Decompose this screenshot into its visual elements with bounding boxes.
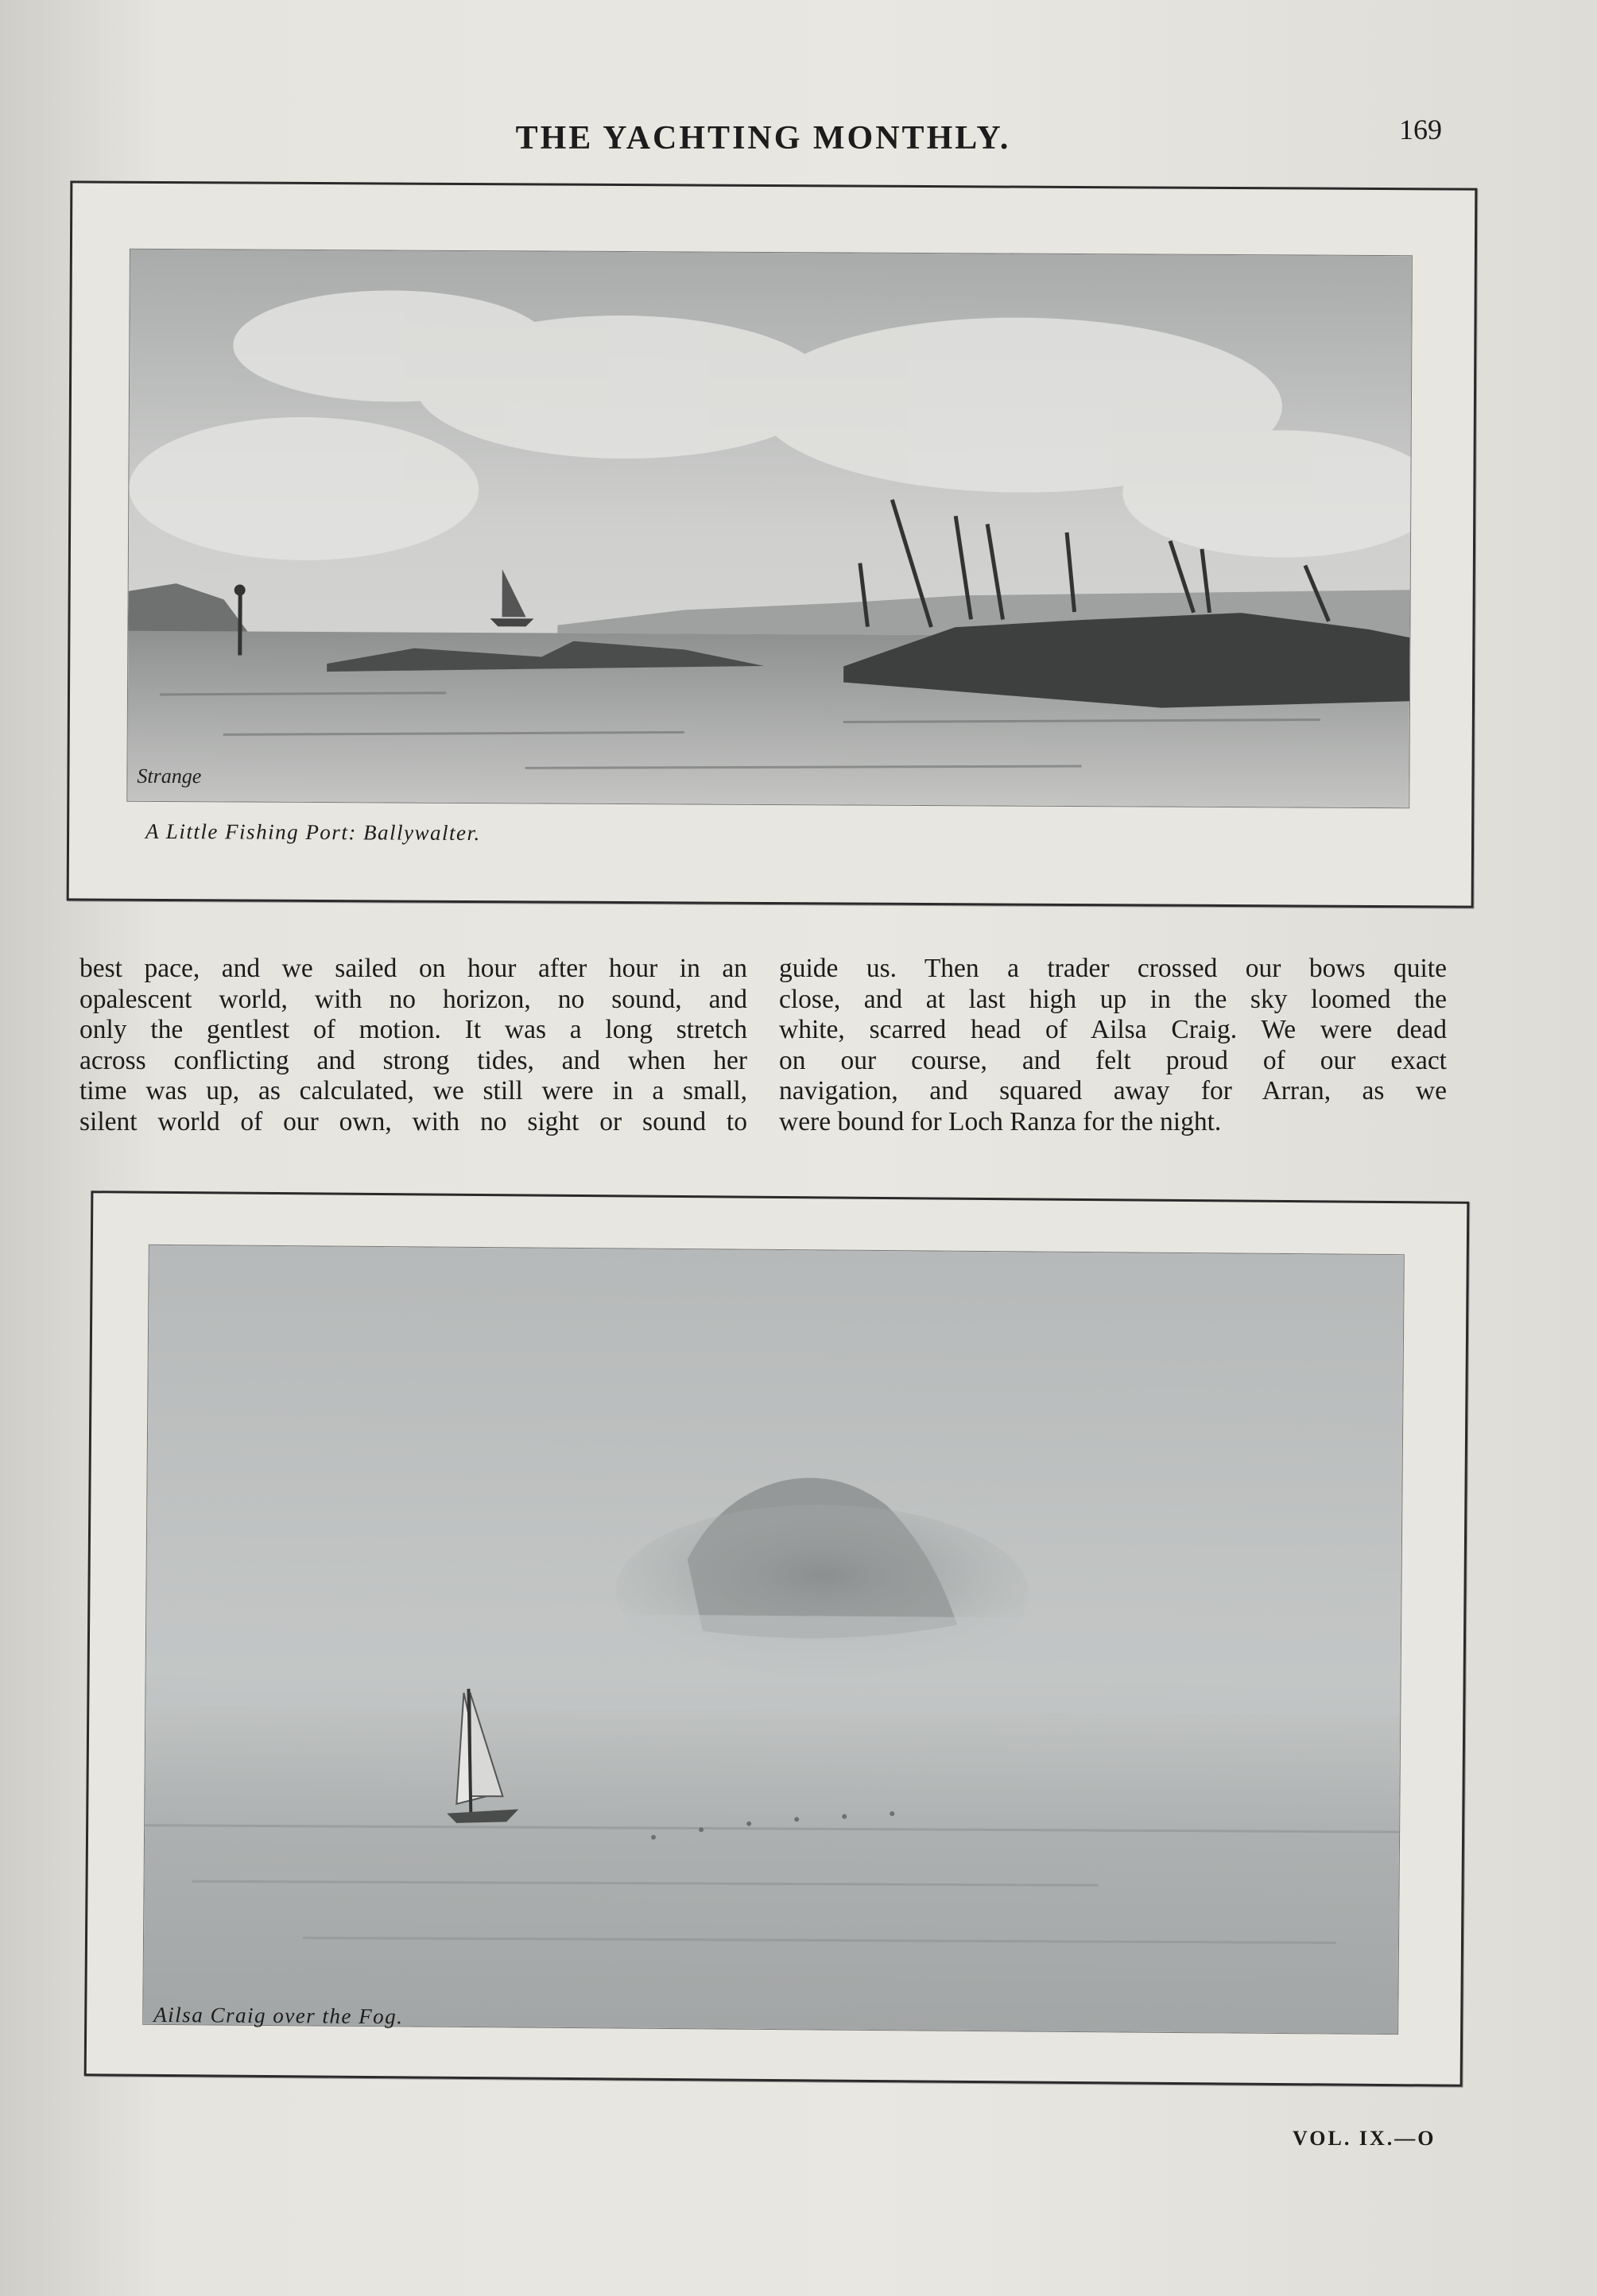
text-column-left (79, 954, 747, 1137)
text-line: were bound for Loch Ranza for the night. (779, 1106, 1222, 1136)
text-line: silent world of our own, with no sight or sound to (79, 1106, 747, 1136)
article-text (79, 954, 1471, 1144)
text-line: across conflicting and strong tides, and when her (79, 1045, 747, 1075)
text-line: white, scarred head of Ailsa Craig. We were dead (779, 1015, 1447, 1044)
ailsa-craig-illustration-icon (142, 1245, 1405, 2035)
text-column-right (779, 954, 1447, 1137)
text-line: on our course, and felt proud of our exact (779, 1045, 1447, 1075)
artist-signature: Strange (137, 764, 202, 788)
caption-ailsa-craig: Ailsa Craig over the Fog. (153, 2002, 404, 2029)
page-number: 169 (1399, 114, 1442, 145)
text-line: opalescent world, with no horizon, no sound, and (79, 984, 747, 1014)
plate-ailsa-craig (84, 1191, 1470, 2087)
text-line: time was up, as calculated, we still were in a small, (79, 1076, 747, 1105)
text-line: close, and at last high up in the sky loomed the (779, 984, 1447, 1014)
text-line: navigation, and squared away for Arran, as we (779, 1076, 1447, 1105)
caption-ballywalter: A Little Fishing Port: Ballywalter. (145, 819, 481, 846)
ailsa-craig-drawing (143, 1245, 1404, 2034)
running-title: THE YACHTING MONTHLY. (515, 120, 1011, 157)
text-line: guide us. Then a trader crossed our bows quite (779, 954, 1447, 983)
harbour-drawing (127, 250, 1412, 807)
plate-ballywalter (67, 180, 1478, 908)
text-line: best pace, and we sailed on hour after hour in an (79, 954, 747, 983)
text-line: only the gentlest of motion. It was a long stretch (79, 1015, 747, 1044)
harbour-illustration-icon (126, 249, 1413, 808)
volume-signature: VOL. IX.—O (1293, 2127, 1436, 2150)
